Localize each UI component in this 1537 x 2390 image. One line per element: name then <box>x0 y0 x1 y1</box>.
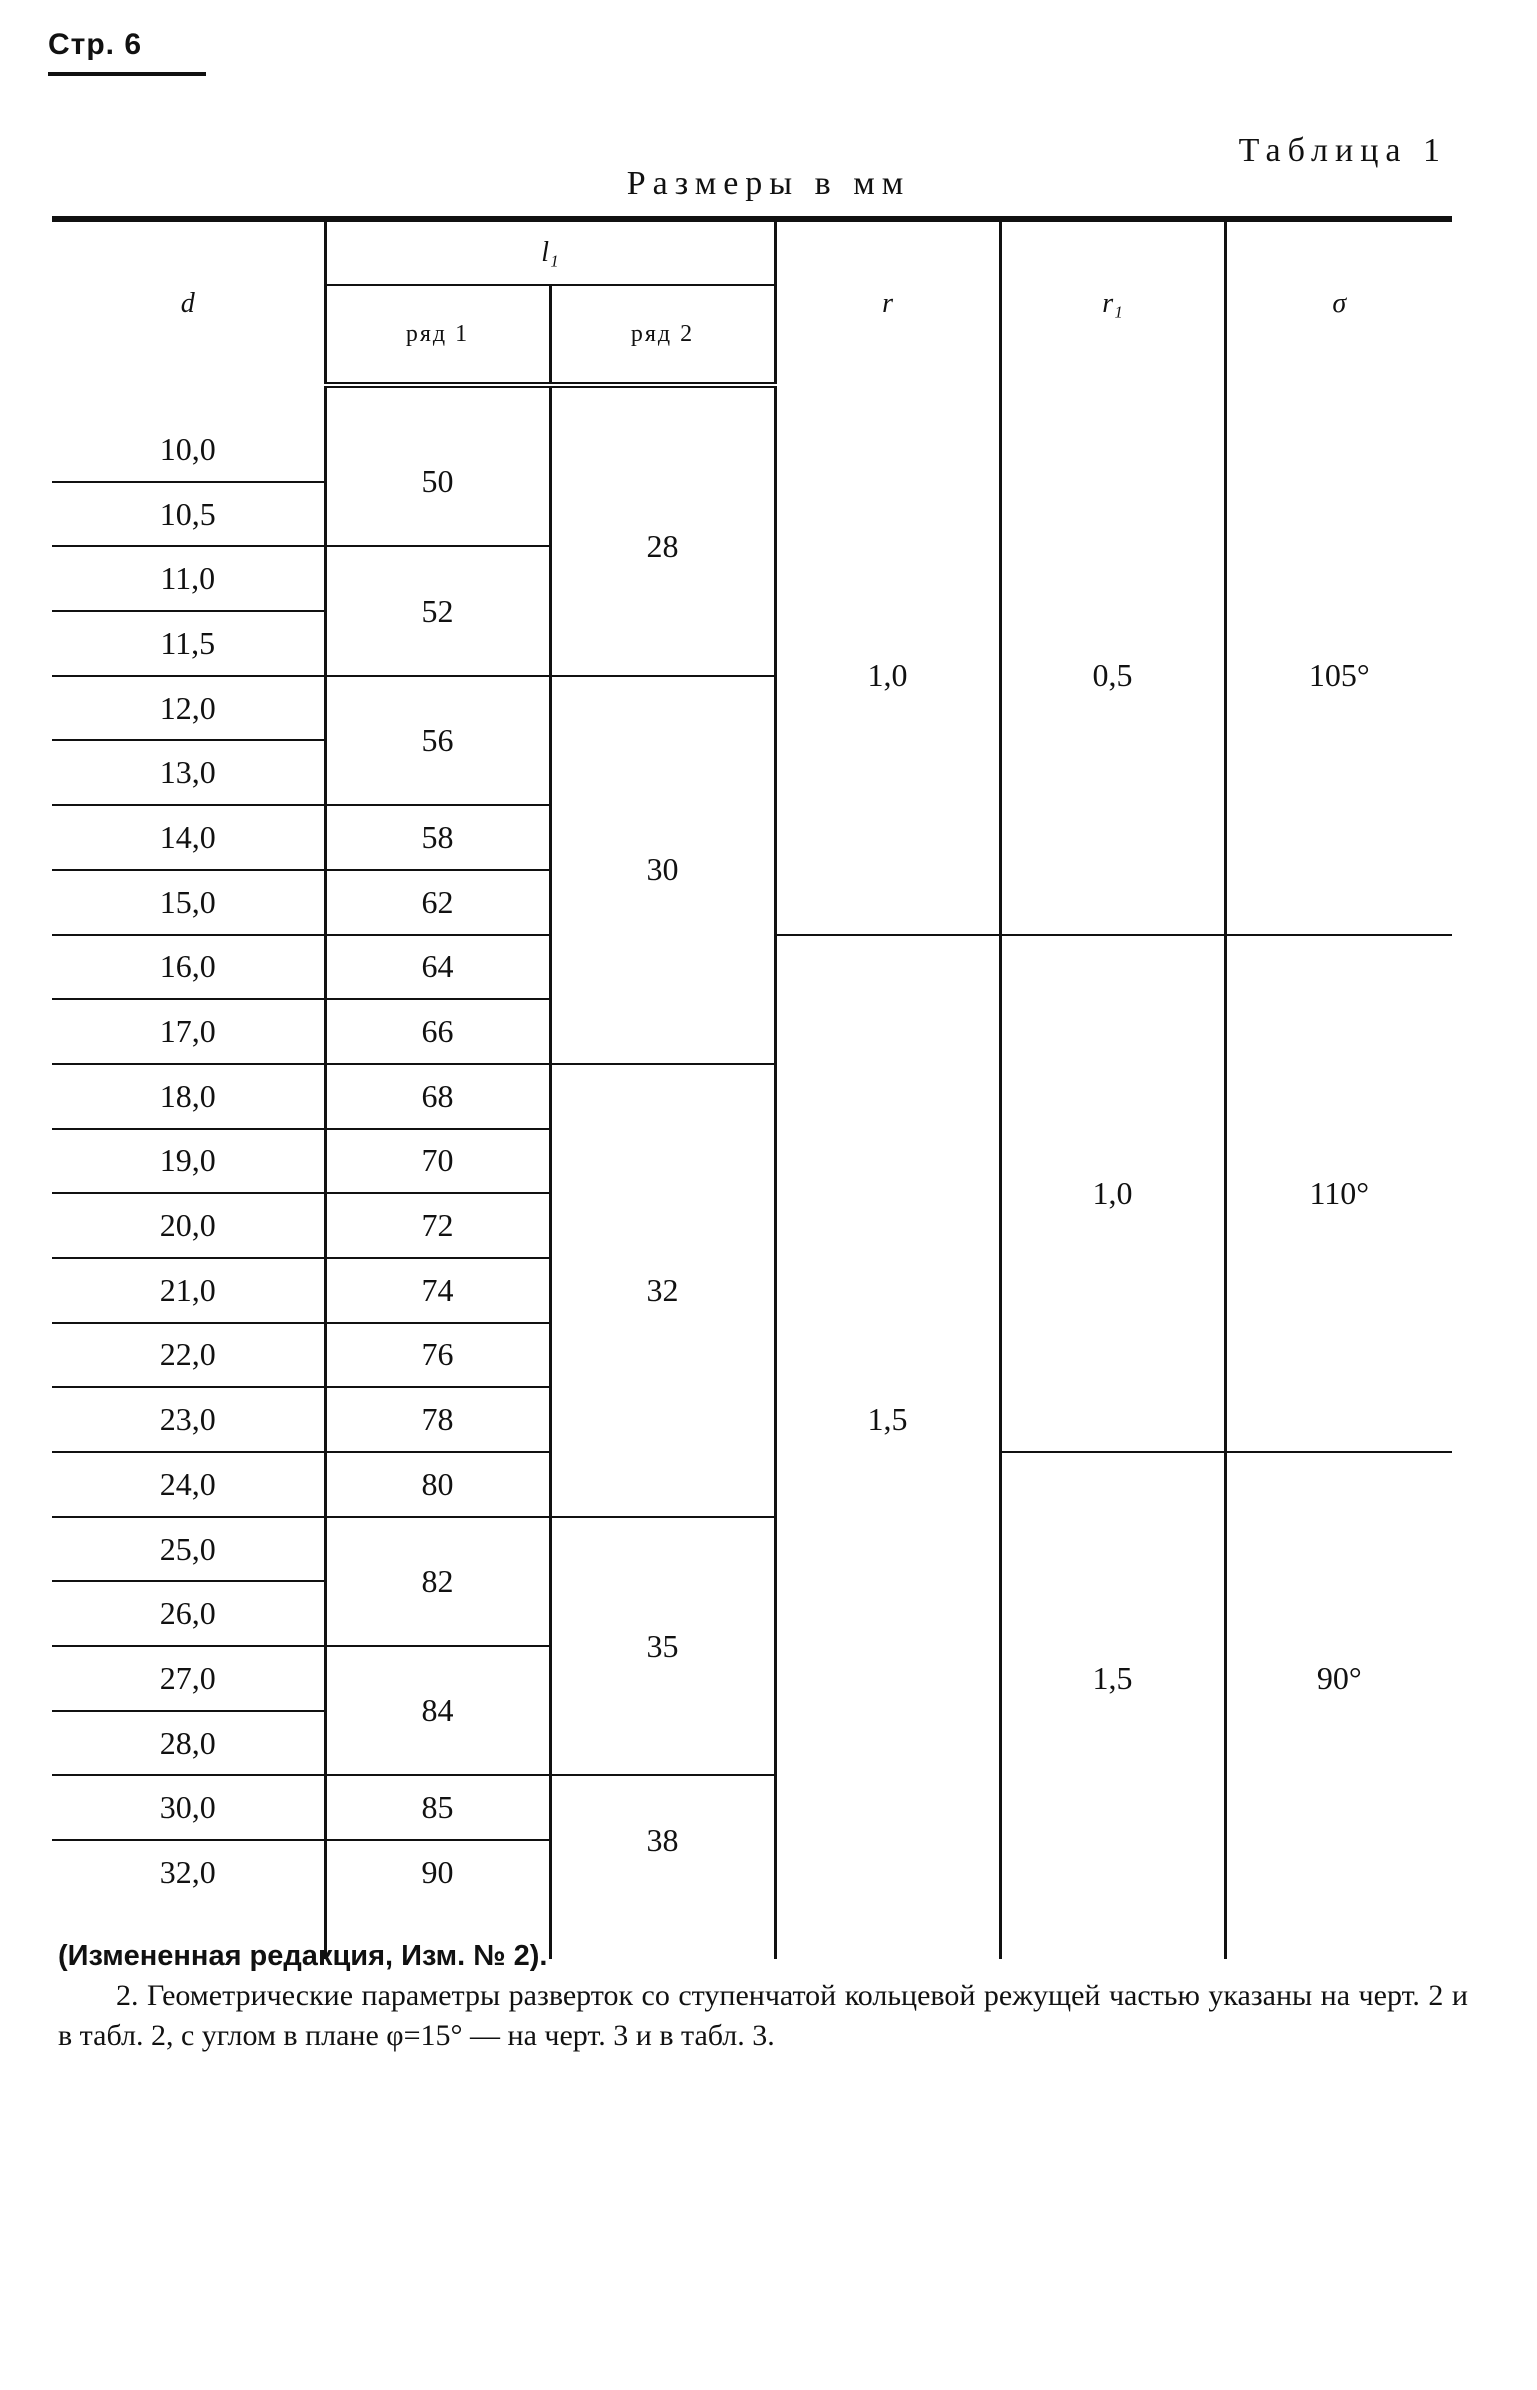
table-row <box>52 418 1452 482</box>
l1-row1-cell: 72 <box>325 1193 550 1258</box>
header-row1: ряд 1 <box>325 285 550 385</box>
sigma-cell: 90° <box>1225 1452 1452 1904</box>
l1-row1-cell: 58 <box>325 805 550 870</box>
d-cell: 32,0 <box>52 1840 325 1904</box>
header-d: d <box>52 219 325 385</box>
header-sigma: σ <box>1225 219 1452 385</box>
note-paragraph: 2. Геометрические параметры разверток со ступенчатой кольцевой режущей частью указаны на черт. 2 и в табл. 2, с углом в плане φ=15° — на черт. 3 и в табл. 3. <box>58 1979 1468 2052</box>
r-cell: 1,0 <box>775 418 1000 935</box>
d-cell: 18,0 <box>52 1064 325 1129</box>
dimensions-table <box>52 216 1452 1959</box>
r1-cell: 1,0 <box>1000 935 1225 1453</box>
d-cell: 21,0 <box>52 1258 325 1323</box>
d-cell: 14,0 <box>52 805 325 870</box>
d-cell: 11,5 <box>52 611 325 676</box>
l1-row2-cell: 38 <box>550 1775 775 1903</box>
l1-row2-cell: 30 <box>550 676 775 1064</box>
l1-row1-cell: 90 <box>325 1840 550 1904</box>
d-cell: 25,0 <box>52 1517 325 1582</box>
l1-row1-cell: 64 <box>325 935 550 1000</box>
d-cell: 13,0 <box>52 740 325 805</box>
l1-row1-cell: 68 <box>325 1064 550 1129</box>
l1-row1-cell: 82 <box>325 1517 550 1646</box>
l1-row1-cell: 76 <box>325 1323 550 1388</box>
l1-row2-cell: 28 <box>550 418 775 676</box>
d-cell: 10,0 <box>52 418 325 482</box>
l1-row1-cell: 66 <box>325 999 550 1064</box>
d-cell: 16,0 <box>52 935 325 1000</box>
header-r: r <box>775 219 1000 385</box>
d-cell: 11,0 <box>52 546 325 611</box>
l1-row1-cell: 70 <box>325 1129 550 1194</box>
l1-row1-cell: 84 <box>325 1646 550 1775</box>
d-cell: 15,0 <box>52 870 325 935</box>
header-l1: l₁ <box>325 219 775 285</box>
header-row2: ряд 2 <box>550 285 775 385</box>
table-units: Размеры в мм <box>626 165 911 202</box>
page-number: Стр. 6 <box>48 28 143 61</box>
l1-row1-cell: 85 <box>325 1775 550 1840</box>
d-cell: 30,0 <box>52 1775 325 1840</box>
l1-row1-cell: 50 <box>325 418 550 546</box>
d-cell: 28,0 <box>52 1711 325 1776</box>
l1-row2-cell: 35 <box>550 1517 775 1776</box>
page-number-underline <box>48 72 206 76</box>
l1-row1-cell: 52 <box>325 546 550 675</box>
l1-row1-cell: 56 <box>325 676 550 805</box>
r-cell: 1,5 <box>775 935 1000 1904</box>
d-cell: 10,5 <box>52 482 325 547</box>
d-cell: 20,0 <box>52 1193 325 1258</box>
r1-cell: 0,5 <box>1000 418 1225 935</box>
d-cell: 27,0 <box>52 1646 325 1711</box>
d-cell: 23,0 <box>52 1387 325 1452</box>
d-cell: 17,0 <box>52 999 325 1064</box>
d-cell: 12,0 <box>52 676 325 741</box>
l1-row1-cell: 78 <box>325 1387 550 1452</box>
table-label: Таблица 1 <box>1238 132 1447 169</box>
l1-row1-cell: 74 <box>325 1258 550 1323</box>
l1-row2-cell: 32 <box>550 1064 775 1517</box>
l1-row1-cell: 62 <box>325 870 550 935</box>
d-cell: 19,0 <box>52 1129 325 1194</box>
l1-row1-cell: 80 <box>325 1452 550 1517</box>
d-cell: 24,0 <box>52 1452 325 1517</box>
d-cell: 26,0 <box>52 1581 325 1646</box>
r1-cell: 1,5 <box>1000 1452 1225 1904</box>
header-r1: r₁ <box>1000 219 1225 385</box>
edit-note: (Измененная редакция, Изм. № 2). <box>58 1940 548 1972</box>
d-cell: 22,0 <box>52 1323 325 1388</box>
notes-block <box>58 1936 1468 2056</box>
sigma-cell: 105° <box>1225 418 1452 935</box>
sigma-cell: 110° <box>1225 935 1452 1453</box>
